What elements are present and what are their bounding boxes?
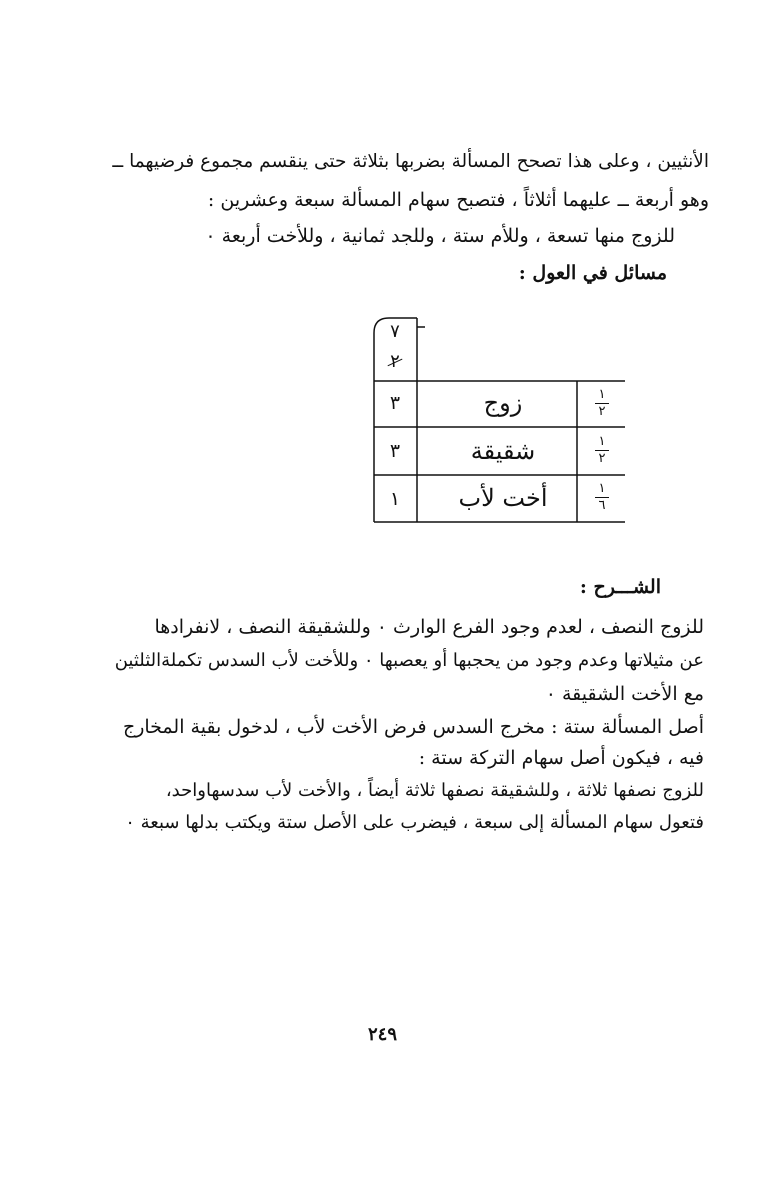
table-row-1-portion: ٣ bbox=[389, 392, 401, 414]
text-line-2: وهو أربعة ــ عليهما أثلاثاً ، فتصبح سهام المسألة سبعة وعشرين : bbox=[207, 189, 709, 211]
table-row-2-portion: ٣ bbox=[389, 440, 401, 462]
base-after-awl: ٧ bbox=[390, 321, 400, 342]
page-number: ٢٤٩ bbox=[367, 1024, 397, 1045]
table-row-1-share: ١ ٢ bbox=[587, 388, 617, 419]
text-line-5: عن مثيلاتها وعدم وجود من يحجبها أو يعصبها ٠ وللأخت لأب السدس تكملةالثلثين bbox=[114, 650, 704, 671]
text-line-8: فيه ، فيكون أصل سهام التركة ستة : bbox=[418, 747, 704, 769]
text-line-7: أصل المسألة ستة : مخرج السدس فرض الأخت لأب ، لدخول بقية المخارج bbox=[122, 716, 704, 738]
text-line-10: فتعول سهام المسألة إلى سبعة ، فيضرب على الأصل ستة ويكتب بدلها سبعة ٠ bbox=[125, 812, 704, 833]
text-line-4: للزوج النصف ، لعدم وجود الفرع الوارث ٠ وللشقيقة النصف ، لانفرادها bbox=[154, 616, 704, 638]
text-line-6: مع الأخت الشقيقة ٠ bbox=[545, 683, 704, 705]
base-original-struck: ٢ bbox=[390, 351, 400, 372]
table-row-2-share: ١ ٢ bbox=[587, 435, 617, 466]
heading-explanation: الشـــرح : bbox=[579, 576, 661, 598]
text-line-3: للزوج منها تسعة ، وللأم ستة ، وللجد ثمانية ، وللأخت أربعة ٠ bbox=[205, 225, 675, 247]
heirship-table bbox=[373, 317, 625, 523]
table-row-2-heir: شقيقة bbox=[470, 437, 536, 465]
table-row-3-heir: أخت لأب bbox=[458, 484, 548, 512]
heading-awl-issues: مسائل في العول : bbox=[518, 262, 667, 284]
table-row-3-portion: ١ bbox=[389, 488, 401, 510]
text-line-1: الأنثيين ، وعلى هذا تصحح المسألة بضربها بثلاثة حتى ينقسم مجموع فرضيهما ــ bbox=[112, 151, 709, 172]
table-row-1-heir: زوج bbox=[483, 389, 523, 417]
text-line-9: للزوج نصفها ثلاثة ، وللشقيقة نصفها ثلاثة أيضاً ، والأخت لأب سدسهاواحد، bbox=[165, 780, 704, 801]
table-row-3-share: ١ ٦ bbox=[587, 482, 617, 513]
